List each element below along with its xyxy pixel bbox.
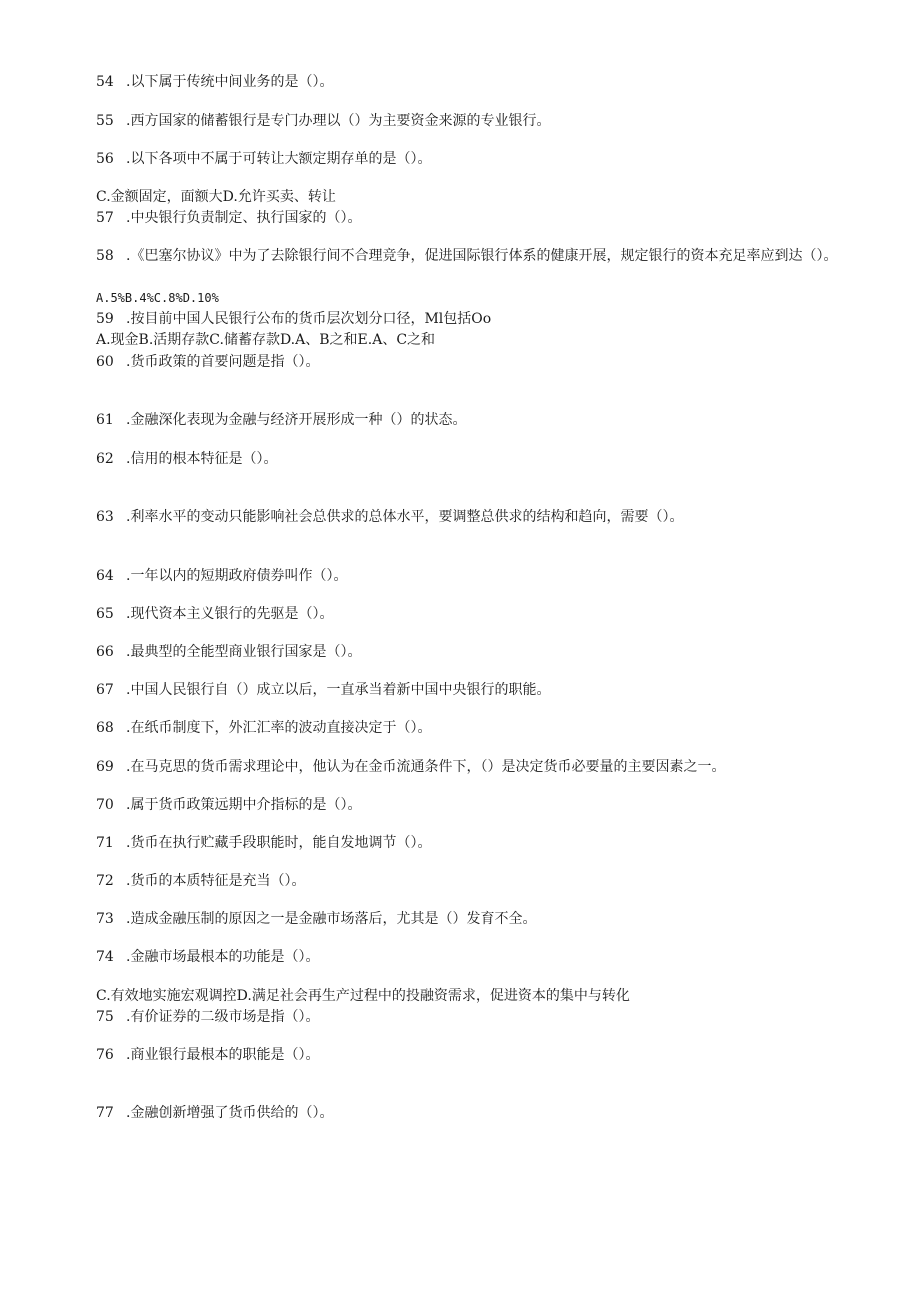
question-number: 67 — [96, 682, 114, 698]
question-number: 57 — [96, 210, 114, 226]
question-number: 69 — [96, 759, 114, 775]
question-76 — [96, 1045, 856, 1065]
question-64 — [96, 566, 856, 586]
question-number: 61 — [96, 412, 114, 428]
question-70 — [96, 795, 856, 815]
question-text: .按目前中国人民银行公布的货币层次划分口径，Ml包括Oo — [126, 311, 492, 327]
question-number: 63 — [96, 509, 114, 525]
question-text: .现代资本主义银行的先驱是（）。 — [126, 606, 334, 622]
question-number: 60 — [96, 354, 114, 370]
question-75 — [96, 1007, 856, 1027]
question-text: .金融创新增强了货币供给的（）。 — [126, 1105, 334, 1121]
question-text: .属于货币政策远期中介指标的是（）。 — [126, 797, 362, 813]
question-61 — [96, 410, 856, 430]
question-58 — [96, 246, 848, 267]
question-text: .商业银行最根本的职能是（）。 — [126, 1047, 320, 1063]
question-73 — [96, 909, 856, 929]
question-text: .在马克思的货币需求理论中，他认为在金币流通条件下，（）是决定货币必要量的主要因素之一。 — [126, 759, 726, 775]
question-number: 62 — [96, 451, 114, 467]
question-55 — [96, 111, 856, 131]
question-text: .最典型的全能型商业银行国家是（）。 — [126, 644, 362, 660]
option-line — [96, 330, 856, 350]
option-line — [96, 288, 856, 308]
question-number: 73 — [96, 911, 114, 927]
question-text: .金融深化表现为金融与经济开展形成一种（）的状态。 — [126, 412, 467, 428]
question-67 — [96, 680, 856, 700]
question-number: 68 — [96, 720, 114, 736]
option-text: C.金额固定，面额大D.允许买卖、转让 — [96, 189, 336, 205]
question-65 — [96, 604, 856, 624]
question-text: .一年以内的短期政府债券叫作（）。 — [126, 568, 348, 584]
question-text: .货币的本质特征是充当（）。 — [126, 873, 306, 889]
question-text: .金融市场最根本的功能是（）。 — [126, 949, 320, 965]
question-number: 58 — [96, 248, 114, 264]
question-63 — [96, 507, 856, 527]
option-text: A.现金B.活期存款C.储蓄存款D.A、B之和E.A、C之和 — [96, 332, 436, 348]
option-text: C.有效地实施宏观调控D.满足社会再生产过程中的投融资需求，促进资本的集中与转化 — [96, 988, 630, 1004]
question-number: 54 — [96, 74, 114, 90]
question-57 — [96, 208, 856, 228]
option-line — [96, 187, 856, 207]
question-text: .货币政策的首要问题是指（）。 — [126, 354, 320, 370]
question-text: .《巴塞尔协议》中为了去除银行间不合理竞争，促进国际银行体系的健康开展，规定银行的资本充足率应到达（）。 — [126, 248, 838, 264]
question-number: 71 — [96, 835, 114, 851]
question-69 — [96, 757, 856, 777]
question-62 — [96, 449, 856, 469]
question-72 — [96, 871, 856, 891]
question-71 — [96, 833, 856, 853]
question-number: 56 — [96, 151, 114, 167]
question-text: .造成金融压制的原因之一是金融市场落后，尤其是（）发育不全。 — [126, 911, 537, 927]
question-number: 75 — [96, 1009, 114, 1025]
question-number: 64 — [96, 568, 114, 584]
question-74 — [96, 947, 856, 967]
question-text: .利率水平的变动只能影响社会总供求的总体水平，要调整总供求的结构和趋向，需要（）。 — [126, 509, 684, 525]
question-text: .信用的根本特征是（）。 — [126, 451, 278, 467]
question-77 — [96, 1103, 856, 1123]
question-59 — [96, 309, 856, 329]
question-56 — [96, 149, 856, 169]
question-number: 77 — [96, 1105, 114, 1121]
question-text: .以下各项中不属于可转让大额定期存单的是（）。 — [126, 151, 432, 167]
question-60 — [96, 352, 856, 372]
question-text: .有价证券的二级市场是指（）。 — [126, 1009, 320, 1025]
option-text: A.5%B.4%C.8%D.10% — [96, 291, 219, 305]
question-text: .以下属于传统中间业务的是（）。 — [126, 74, 334, 90]
question-54 — [96, 72, 856, 92]
question-number: 66 — [96, 644, 114, 660]
question-number: 74 — [96, 949, 114, 965]
question-number: 72 — [96, 873, 114, 889]
question-number: 76 — [96, 1047, 114, 1063]
question-66 — [96, 642, 856, 662]
question-text: .货币在执行贮藏手段职能时，能自发地调节（）。 — [126, 835, 432, 851]
question-number: 65 — [96, 606, 114, 622]
question-number: 59 — [96, 311, 114, 327]
question-text: .在纸币制度下，外汇汇率的波动直接决定于（）。 — [126, 720, 432, 736]
question-text: .中央银行负责制定、执行国家的（）。 — [126, 210, 362, 226]
question-68 — [96, 718, 856, 738]
option-line — [96, 986, 856, 1006]
question-text: .西方国家的储蓄银行是专门办理以（）为主要资金来源的专业银行。 — [126, 113, 551, 129]
question-text: .中国人民银行自（）成立以后，一直承当着新中国中央银行的职能。 — [126, 682, 551, 698]
question-number: 70 — [96, 797, 114, 813]
question-number: 55 — [96, 113, 114, 129]
